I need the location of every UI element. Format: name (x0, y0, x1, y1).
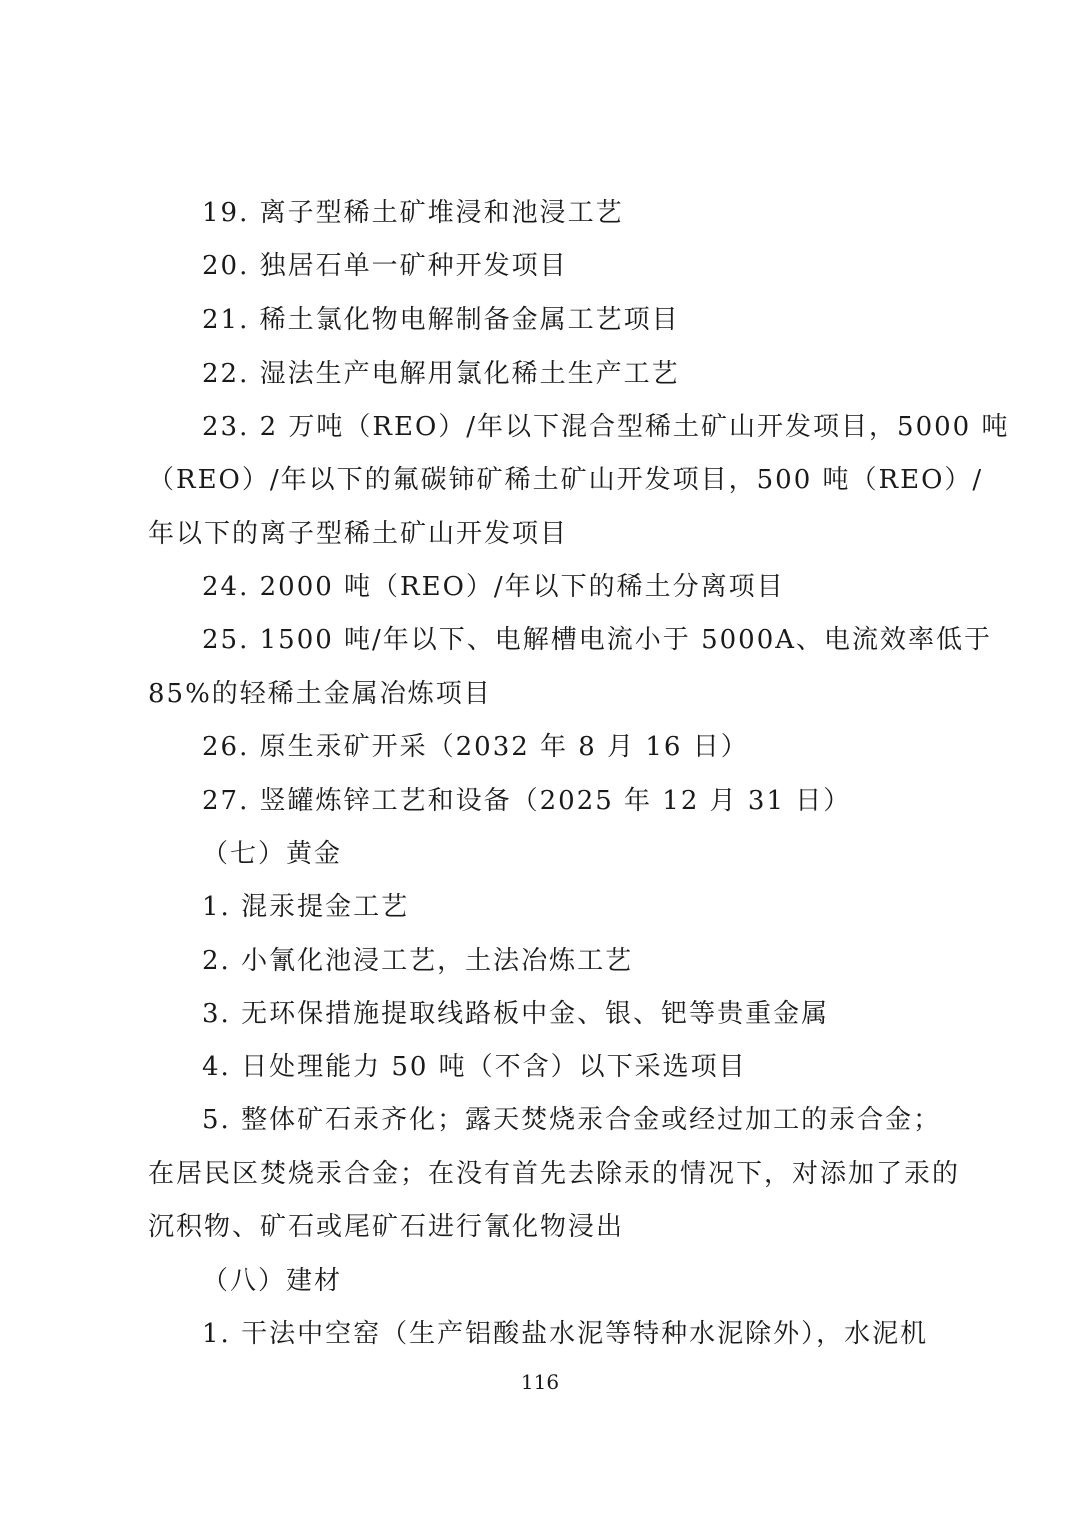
gold-item-2: 2. 小氰化池浸工艺，土法冶炼工艺 (202, 946, 634, 976)
list-item-25-line-1: 25. 1500 吨/年以下、电解槽电流小于 5000A、电流效率低于 (202, 625, 993, 655)
list-item-23-line-2: （REO）/年以下的氟碳铈矿稀土矿山开发项目，500 吨（REO）/ (148, 465, 984, 495)
list-item-23-line-1: 23. 2 万吨（REO）/年以下混合型稀土矿山开发项目，5000 吨 (202, 412, 1010, 442)
page-number: 116 (520, 1370, 560, 1394)
list-item-22: 22. 湿法生产电解用氯化稀土生产工艺 (202, 359, 680, 389)
gold-item-1: 1. 混汞提金工艺 (202, 892, 410, 922)
list-item-27: 27. 竖罐炼锌工艺和设备（2025 年 12 月 31 日） (202, 786, 852, 816)
list-item-25-line-2: 85%的轻稀土金属冶炼项目 (148, 679, 492, 709)
list-item-26: 26. 原生汞矿开采（2032 年 8 月 16 日） (202, 732, 749, 762)
gold-item-3: 3. 无环保措施提取线路板中金、银、钯等贵重金属 (202, 999, 830, 1029)
gold-item-5-line-2: 在居民区焚烧汞合金；在没有首先去除汞的情况下，对添加了汞的 (148, 1159, 961, 1189)
gold-item-4: 4. 日处理能力 50 吨（不含）以下采选项目 (202, 1052, 747, 1082)
gold-item-5-line-1: 5. 整体矿石汞齐化；露天焚烧汞合金或经过加工的汞合金； (202, 1105, 942, 1135)
list-item-19: 19. 离子型稀土矿堆浸和池浸工艺 (202, 198, 624, 228)
section-heading-gold: （七）黄金 (202, 839, 343, 869)
gold-item-5-line-3: 沉积物、矿石或尾矿石进行氰化物浸出 (148, 1212, 625, 1242)
list-item-24: 24. 2000 吨（REO）/年以下的稀土分离项目 (202, 572, 785, 602)
list-item-23-line-3: 年以下的离子型稀土矿山开发项目 (148, 519, 569, 549)
section-heading-building-materials: （八）建材 (202, 1266, 343, 1296)
list-item-21: 21. 稀土氯化物电解制备金属工艺项目 (202, 305, 680, 335)
list-item-20: 20. 独居石单一矿种开发项目 (202, 251, 568, 281)
building-materials-item-1: 1. 干法中空窑（生产铝酸盐水泥等特种水泥除外），水泥机 (202, 1319, 929, 1349)
